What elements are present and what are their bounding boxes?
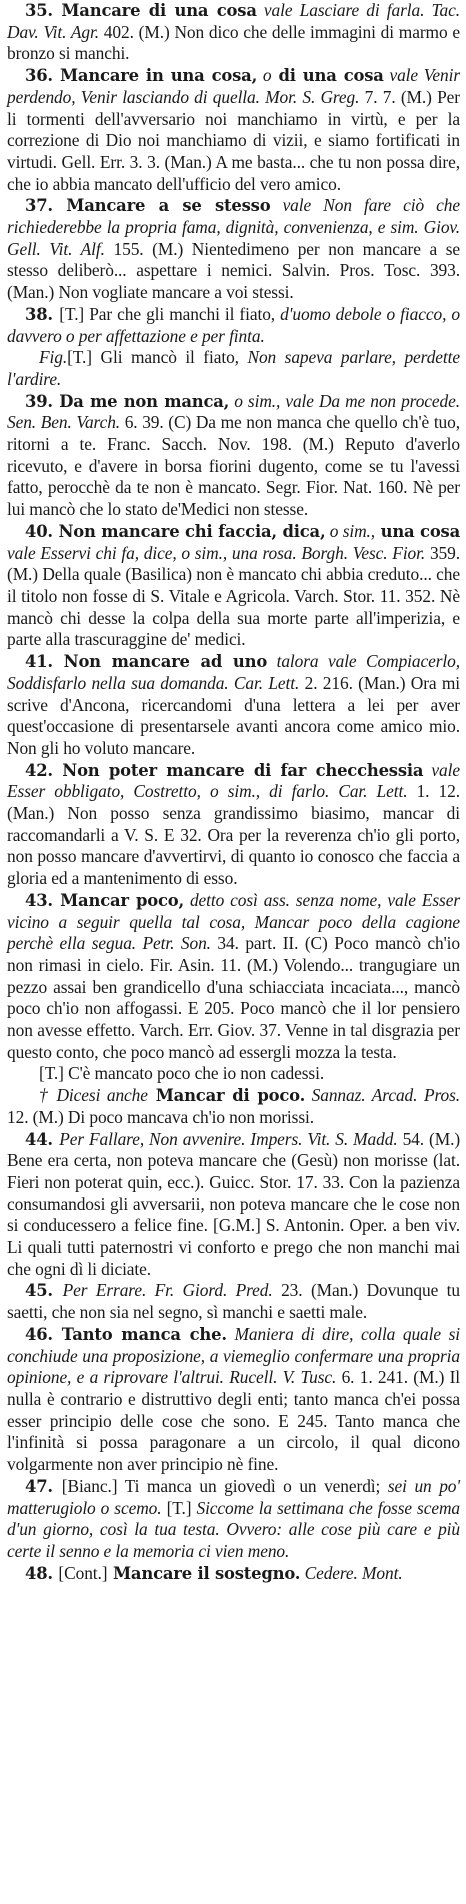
dictionary-entry xyxy=(7,1563,460,1585)
entry-headword: Non mancare chi faccia, dica, xyxy=(58,521,326,541)
entry-definition: d'uomo debole o fiacco, o davvero o per affettazione e per finta. xyxy=(7,303,460,346)
entry-number: 39. xyxy=(25,391,60,411)
entry-headword: una cosa xyxy=(375,521,461,541)
source-tag: [T.] xyxy=(59,303,85,324)
dictionary-entry xyxy=(7,1129,460,1281)
entry-citation: 402. (M.) Non dico che delle immagini di marmo e bronzo si manchi. xyxy=(7,21,460,64)
entry-definition: Cedere. Mont. xyxy=(300,1562,403,1583)
entry-citation: 359. (M.) Della quale (Basilica) non è mancato chi abbia creduto... che il titolo non fosse di S. Vitale e Agricola. Varch. Stor. 11. 352. Nè mancò chi desse la colpa della sua morte parte all'imperizia, e parte alla trascuraggine de' medici. xyxy=(7,542,460,650)
entry-definition: Maniera di dire, colla quale si conchiude una proposizione, a viemeglio confermare una propria opinione, e a riprovare l'altrui. Rucell. V. Tusc. xyxy=(7,1323,460,1388)
entry-number: 37. xyxy=(25,196,67,216)
entry-definition: talora vale Compiacerlo, Soddisfarlo nella sua domanda. Car. Lett. xyxy=(7,651,460,693)
entry-number: 36. xyxy=(25,66,60,86)
dictionary-entry xyxy=(7,1476,460,1563)
entry-definition: o sim., vale Da me non procede. Sen. Ben. Varch. xyxy=(7,390,461,433)
dictionary-entry xyxy=(7,1324,460,1476)
entry-citation: C'è mancato poco che io non cadessi. xyxy=(63,1063,325,1084)
dictionary-entry xyxy=(7,651,460,760)
entry-citation: 6. 39. (C) Da me non manca che quello ch'è tuo, ritorni a te. Franc. Sacch. Nov. 198. (M.) Reputo d'averlo ricevuto, e d'avere in borsa fiorini dugento, come se tu l'avessi fatto, perocchè da te non è mancato. Segr. Fior. Nat. 160. Nè per lui mancò che lo stato de'Medici non stesse. xyxy=(7,412,460,520)
source-tag: [T.] xyxy=(67,347,92,368)
dictionary-entry xyxy=(7,391,460,521)
entry-number: 35. xyxy=(25,1,62,20)
dictionary-subentry xyxy=(7,1085,460,1128)
dictionary-entry xyxy=(7,521,460,651)
entry-number: 38. xyxy=(25,304,60,324)
entry-number: 44. xyxy=(25,1129,60,1149)
entry-definition: sei un po' matterugiolo o scemo. xyxy=(7,1475,461,1518)
entry-number: 48. xyxy=(25,1563,59,1583)
entry-headword: Non mancare ad uno xyxy=(63,652,268,672)
source-tag: [T.] xyxy=(39,1063,64,1084)
source-tag: [Cont.] xyxy=(58,1562,108,1583)
entry-definition: detto così ass. senza nome, vale Esser vicino a seguir quella tal cosa, Mancar poco della cagione perchè ella segua. Petr. Son. xyxy=(7,889,460,954)
entry-citation: Gli mancò il fiato, xyxy=(91,347,239,368)
entry-citation: 2. 216. (Man.) Ora mi scrive d'Ancona, ricercandomi d'una lettera a lei per aver quest'occasione di presentarsele avanti ancora come amico mio. Non gli ho voluto mancare. xyxy=(7,672,461,758)
source-tag: [Bianc.] xyxy=(61,1475,118,1496)
entry-number: 47. xyxy=(25,1476,62,1496)
entry-citation: Ti manca un giovedì o un venerdì; xyxy=(117,1475,381,1496)
entry-citation: 12. (M.) Di poco mancava ch'io non morissi. xyxy=(7,1106,314,1127)
entry-definition: vale Non fare ciò che richiederebbe la propria fama, dignità, convenienza, e sim. Giov. Gell. Vit. Alf. xyxy=(7,195,461,259)
entry-headword: Mancare a se stesso xyxy=(66,196,271,216)
entry-citation: 7. 7. (M.) Per li tormenti dell'avversario noi manchiamo in virtù, e per la correzione di Dio noi manchiamo di vizii, e siamo fortificati in virtudi. Gell. Err. 3. 3. (Man.) A me basta... che tu non possa dire, che io abbia mancato dell'ufficio del vero amico. xyxy=(7,86,460,194)
entry-definition: Sannaz. Arcad. Pros. xyxy=(305,1085,460,1106)
entry-headword: Mancare di una cosa xyxy=(61,1,257,20)
entry-definition: o sim., xyxy=(325,520,376,541)
entry-number: 43. xyxy=(25,890,61,910)
dictionary-entry xyxy=(7,195,460,304)
entry-definition: Per Fallare, Non avvenire. Impers. Vit. S. Madd. xyxy=(59,1128,398,1149)
entry-definition: vale Esser obbligato, Costretto, o sim., di farlo. Car. Lett. xyxy=(7,759,460,802)
entry-headword: di una cosa xyxy=(271,66,384,86)
entry-citation: 1. 12. (Man.) Non posso senza grandissimo biasimo, mancar di raccomandarli a V. S. E 32. Ora per la reverenza ch'io gli porto, non posso mancare d'avvertirvi, di quanto io conosco che faccia a gloria ed a mantenimento di esso. xyxy=(7,781,460,889)
entry-number: 42. xyxy=(25,760,63,780)
dictionary-entry xyxy=(7,0,460,65)
entry-headword: Tanto manca che. xyxy=(61,1324,227,1344)
dictionary-subentry xyxy=(7,1063,460,1085)
entry-citation: 34. part. II. (C) Poco mancò ch'io non rimasi in cielo. Fir. Asin. 11. (M.) Volendo... trangugiare un pezzo assai ben grandicello d'una schiacciata incaciata..., mancò poco ch'io non affogassi. E 205. Poco mancò che il lor pensiero non avesse effetto. Varch. Err. Giov. 37. Venne in tal disgrazia per questo conto, che poco mancò ad essergli mozza la testa. xyxy=(7,933,460,1062)
dictionary-entry xyxy=(7,65,460,195)
entry-citation: 6. 1. 241. (M.) Il nulla è contrario e distruttivo degli enti; tanto manca ch'ei possa esser principio delle cose che sono. E 245. Tanto manca che l'infinità si possa paragonare a un circolo, il qual dicono volgarmente non aver principio nè fine. xyxy=(7,1367,461,1475)
entry-number: 45. xyxy=(25,1281,63,1301)
entry-citation: 23. (Man.) Dovunque tu saetti, che non sia nel segno, sì manchi e saetti male. xyxy=(7,1280,460,1323)
entry-headword: Mancare il sostegno. xyxy=(107,1563,301,1583)
dictionary-entry xyxy=(7,760,460,890)
entry-citation: 54. (M.) Bene era certa, non poteva mancare che (Gesù) non morisse (lat. Fieri non poterat quin, ecc.). Guicc. Stor. 17. 33. Con la pazienza consumandosi gli avversarii, non poteva mancare che le cose non si conducessero a felice fine. [G.M.] S. Antonin. Oper. a ben viv. Li quali tutti paternostri vi conforto e prego che non manchi mai che ogni dì li diciate. xyxy=(7,1128,461,1279)
entry-definition: vale Esservi chi fa, dice, o sim., una rosa. Borgh. Vesc. Fior. xyxy=(7,542,426,563)
dictionary-entry xyxy=(7,1280,460,1323)
dictionary-subentry xyxy=(7,347,460,390)
entry-definition: vale Lasciare di farla. Tac. Dav. Vit. Agr. xyxy=(7,0,460,42)
entry-headword: Mancar poco, xyxy=(60,890,185,910)
entry-number: 41. xyxy=(25,652,64,672)
entry-definition: Per Errare. Fr. Giord. Pred. xyxy=(62,1280,273,1301)
entry-label: † Dicesi anche xyxy=(39,1085,148,1106)
entry-headword: Mancar di poco. xyxy=(147,1086,306,1106)
source-tag: [T.] xyxy=(161,1497,192,1518)
entry-definition: Non sapeva parlare, perdette l'ardire. xyxy=(7,347,460,389)
entry-headword: Non poter mancare di far checchessia xyxy=(62,760,424,780)
entry-definition: Siccome la settimana che fosse scema d'un giorno, così la tua testa. Ovvero: alle cose più care e più certe il senno e la memoria ci vien meno. xyxy=(7,1497,461,1561)
entry-label: Fig. xyxy=(39,347,68,368)
entry-definition: vale Venir perdendo, Venir lasciando di quella. Mor. S. Greg. xyxy=(7,65,460,107)
entry-number: 40. xyxy=(25,521,59,541)
dictionary-entry xyxy=(7,304,460,347)
entry-number: 46. xyxy=(25,1324,62,1344)
entry-citation: 155. (M.) Nientedimeno per non mancare a se stesso deliberò... aspettare i nemici. Salvin. Pros. Tosc. 393. (Man.) Non vogliate mancare a voi stessi. xyxy=(7,238,460,303)
entry-definition: o xyxy=(257,65,272,86)
entry-headword: Da me non manca, xyxy=(59,391,230,411)
entry-citation: Par che gli manchi il fiato, xyxy=(84,303,276,324)
entry-headword: Mancare in una cosa, xyxy=(59,66,258,86)
dictionary-entry xyxy=(7,890,460,1064)
